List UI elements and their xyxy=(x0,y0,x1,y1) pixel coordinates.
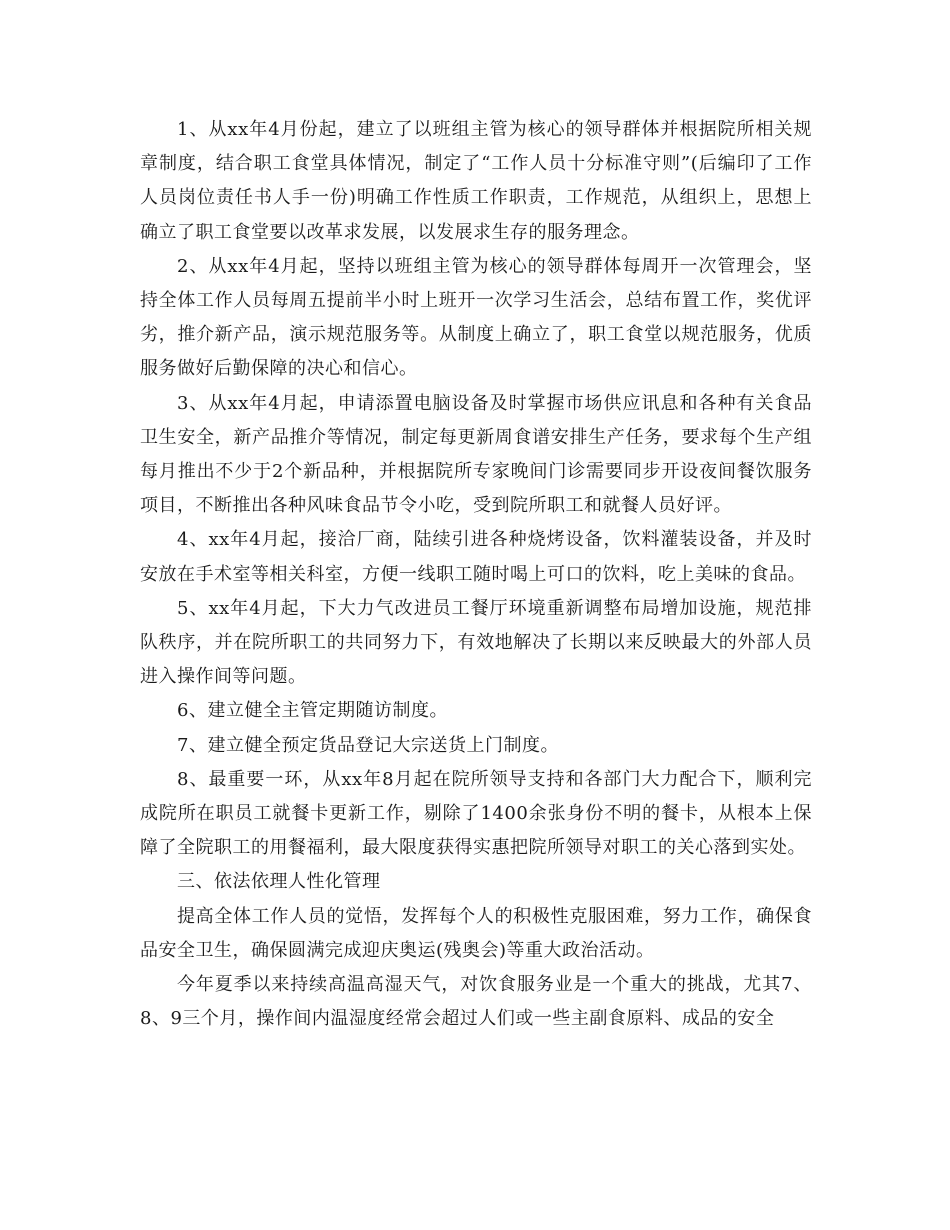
paragraph-management: 提高全体工作人员的觉悟，发挥每个人的积极性克服困难，努力工作，确保食品安全卫生，确保圆满完成迎庆奥运(残奥会)等重大政治活动。 xyxy=(140,905,812,961)
section-heading: 三、依法依理人性化管理 xyxy=(177,871,381,893)
paragraph-item-8: 8、最重要一环，从xx年8月起在院所领导支持和各部门大力配合下，顺利完成院所在职员工就餐卡更新工作，剔除了1400余张身份不明的餐卡，从根本上保障了全院职工的用餐福利，最大限度获得实惠把院所领导对职工的关心落到实处。 xyxy=(140,768,812,859)
paragraph-item-2: 2、从xx年4月起，坚持以班组主管为核心的领导群体每周开一次管理会，坚持全体工作人员每周五提前半小时上班开一次学习生活会，总结布置工作，奖优评劣，推介新产品，演示规范服务等。从制度上确立了，职工食堂以规范服务，优质服务做好后勤保障的决心和信心。 xyxy=(140,255,812,380)
document-body xyxy=(140,113,812,1036)
paragraph-item-5: 5、xx年4月起，下大力气改进员工餐厅环境重新调整布局增加设施，规范排队秩序，并在院所职工的共同努力下，有效地解决了长期以来反映最大的外部人员进入操作间等问题。 xyxy=(140,597,812,688)
paragraph-item-6: 6、建立健全主管定期随访制度。 xyxy=(177,700,448,722)
paragraph-summer: 今年夏季以来持续高温高湿天气，对饮食服务业是一个重大的挑战，尤其7、8、9三个月，操作间内温湿度经常会超过人们或一些主副食原料、成品的安全 xyxy=(140,974,812,1030)
paragraph-item-4: 4、xx年4月起，接洽厂商，陆续引进各种烧烤设备，饮料灌装设备，并及时安放在手术室等相关科室，方便一线职工随时喝上可口的饮料，吃上美味的食品。 xyxy=(140,529,812,585)
paragraph-item-1: 1、从xx年4月份起，建立了以班组主管为核心的领导群体并根据院所相关规章制度，结合职工食堂具体情况，制定了“工作人员十分标准守则”(后编印了工作人员岗位责任书人手一份)明确工作性质工作职责，工作规范，从组织上，思想上确立了职工食堂要以改革求发展，以发展求生存的服务理念。 xyxy=(140,119,812,243)
paragraph-item-7: 7、建立健全预定货品登记大宗送货上门制度。 xyxy=(177,734,559,756)
paragraph-item-3: 3、从xx年4月起，申请添置电脑设备及时掌握市场供应讯息和各种有关食品卫生安全，新产品推介等情况，制定每更新周食谱安排生产任务，要求每个生产组每月推出不少于2个新品种，并根据院所专家晚间门诊需要同步开设夜间餐饮服务项目，不断推出各种风味食品节令小吃，受到院所职工和就餐人员好评。 xyxy=(140,392,812,517)
